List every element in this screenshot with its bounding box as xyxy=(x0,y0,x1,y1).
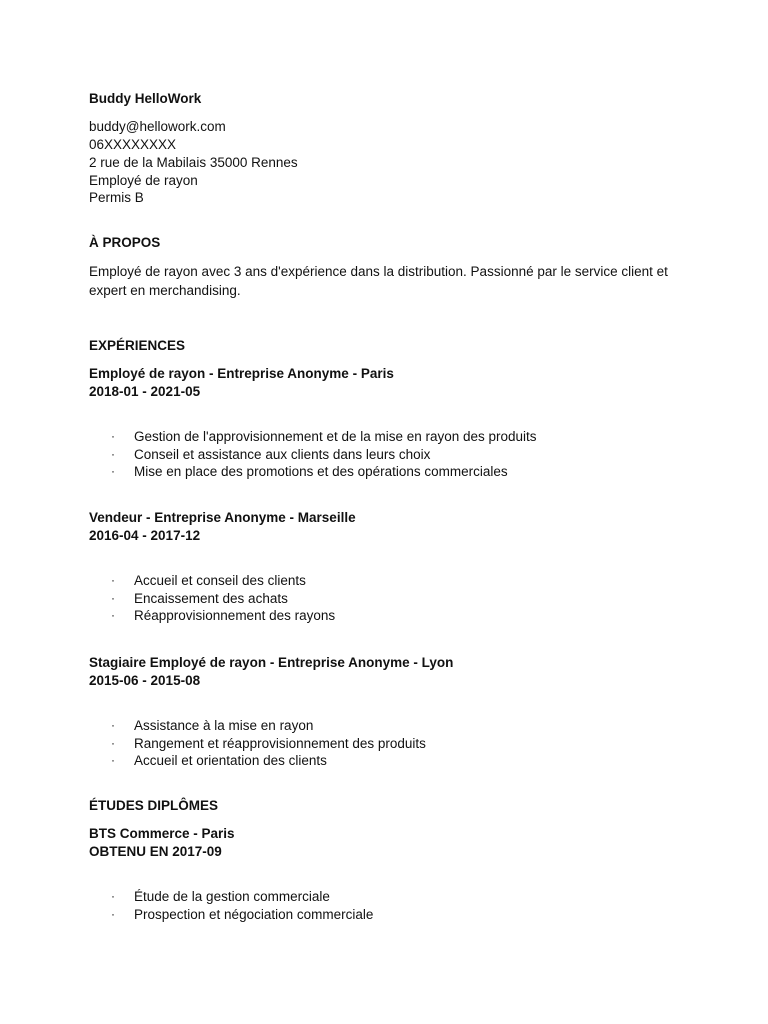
bullet-icon: · xyxy=(111,429,115,443)
experiences-heading: EXPÉRIENCES xyxy=(89,338,186,353)
list-item-text: Gestion de l'approvisionnement et de la mise en rayon des produits xyxy=(134,429,537,444)
list-item-text: Mise en place des promotions et des opérations commerciales xyxy=(134,464,508,480)
bullet-icon: · xyxy=(111,608,115,623)
experience-title: Stagiaire Employé de rayon - Entreprise Anonyme - Lyon xyxy=(89,655,454,670)
experience-dates: 2015-06 - 2015-08 xyxy=(89,673,201,688)
phone: 06XXXXXXXX xyxy=(89,137,177,152)
education-dates: OBTENU EN 2017-09 xyxy=(89,844,222,859)
list-item-text: Étude de la gestion commerciale xyxy=(134,889,330,904)
list-item-text: Rangement et réapprovisionnement des produits xyxy=(134,735,426,751)
list-item-text: Réapprovisionnement des rayons xyxy=(134,608,336,624)
bullet-icon: · xyxy=(111,573,115,587)
education-heading: ÉTUDES DIPLÔMES xyxy=(89,798,219,813)
bullet-icon: · xyxy=(111,735,115,750)
list-item-text: Accueil et conseil des clients xyxy=(134,573,306,588)
list-item-text: Accueil et orientation des clients xyxy=(134,753,327,769)
experience-dates: 2018-01 - 2021-05 xyxy=(89,384,201,399)
list-item-text: Encaissement des achats xyxy=(134,590,288,606)
address: 2 rue de la Mabilais 35000 Rennes xyxy=(89,155,298,170)
experience-dates: 2016-04 - 2017-12 xyxy=(89,528,201,543)
candidate-name: Buddy HelloWork xyxy=(89,91,202,106)
email: buddy@hellowork.com xyxy=(89,119,226,134)
job-title: Employé de rayon xyxy=(89,173,198,188)
list-item-text: Prospection et négociation commerciale xyxy=(134,906,374,922)
bullet-icon: · xyxy=(111,753,115,768)
driving-license: Permis B xyxy=(89,190,144,205)
bullet-icon: · xyxy=(111,590,115,605)
experience-title: Employé de rayon - Entreprise Anonyme - Paris xyxy=(89,366,394,381)
experience-title: Vendeur - Entreprise Anonyme - Marseille xyxy=(89,510,356,525)
education-title: BTS Commerce - Paris xyxy=(89,826,235,841)
bullet-icon: · xyxy=(111,464,115,479)
list-item-text: Conseil et assistance aux clients dans leurs choix xyxy=(134,446,431,462)
about-text: Employé de rayon avec 3 ans d'expérience dans la distribution. Passionné par le service client et expert en merchandising. xyxy=(89,264,668,298)
bullet-icon: · xyxy=(111,446,115,461)
about-heading: À PROPOS xyxy=(89,235,161,250)
bullet-icon: · xyxy=(111,718,115,732)
list-item-text: Assistance à la mise en rayon xyxy=(134,718,314,733)
bullet-icon: · xyxy=(111,889,115,903)
bullet-icon: · xyxy=(111,906,115,921)
